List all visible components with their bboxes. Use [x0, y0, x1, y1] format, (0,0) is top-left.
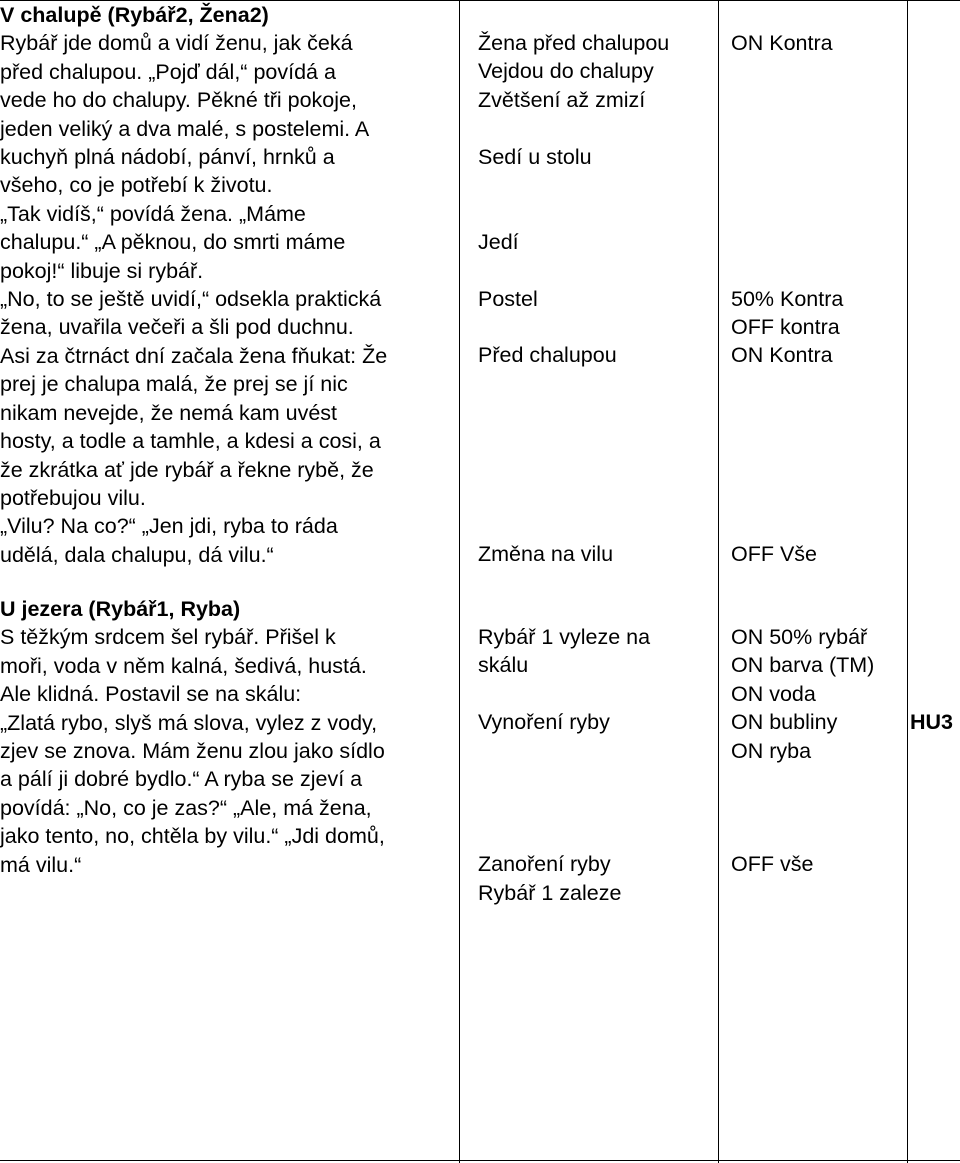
section2-text-line: Ale klidná. Postavil se na skálu:	[0, 682, 302, 707]
section2-text-line: S těžkým srdcem šel rybář. Přišel k	[0, 625, 336, 650]
section1-text-line: kuchyň plná nádobí, pánví, hrnků a	[0, 145, 335, 170]
column-divider-3	[907, 0, 908, 1163]
section2-text-line: povídá: „No, co je zas?“ „Ale, má žena,	[0, 795, 372, 820]
sound-cue: HU3	[910, 710, 954, 735]
light-cue: OFF vše	[731, 852, 814, 877]
section2-text-line: jako tento, no, chtěla by vilu.“ „Jdi domů,	[0, 824, 385, 849]
stage-action: Sedí u stolu	[478, 144, 592, 169]
stage-action: Vejdou do chalupy	[478, 59, 654, 84]
stage-action: skálu	[478, 653, 529, 678]
light-cue: ON Kontra	[731, 343, 833, 368]
section2-text-line: moři, voda v něm kalná, šedivá, hustá.	[0, 653, 367, 678]
section1-text	[0, 29, 456, 569]
section1-text-line: že zkrátka ať jde rybář a řekne rybě, že	[0, 457, 374, 482]
section1-text-line: chalupu.“ „A pěknou, do smrti máme	[0, 230, 346, 255]
stage-action: Vynoření ryby	[478, 710, 610, 735]
section1-text-line: žena, uvařila večeři a šli pod duchnu.	[0, 315, 354, 340]
light-cue: ON bubliny	[731, 710, 838, 735]
section1-text-line: „Tak vidíš,“ povídá žena. „Máme	[0, 201, 306, 226]
section2-text-line: má vilu.“	[0, 852, 82, 877]
section1-text-line: Rybář jde domů a vidí ženu, jak čeká	[0, 31, 353, 56]
section1-text-line: nikam nevejde, že nemá kam uvést	[0, 400, 337, 425]
section1-text-line: potřebujou vilu.	[0, 485, 146, 510]
column-divider-2	[718, 0, 719, 1163]
section1-text-line: prej je chalupa malá, že prej se jí nic	[0, 372, 348, 397]
light-cue: 50% Kontra	[731, 286, 844, 311]
column-divider-1	[459, 0, 460, 1163]
section1-text-line: „Vilu? Na co?“ „Jen jdi, ryba to ráda	[0, 514, 338, 539]
section1-text-line: „No, to se ještě uvidí,“ odsekla praktická	[0, 287, 382, 312]
row-divider-bottom	[0, 1160, 960, 1161]
stage-action: Rybář 1 zaleze	[478, 880, 622, 905]
section2-text-line: „Zlatá rybo, slyš má slova, vylez z vody,	[0, 710, 378, 735]
light-cue: ON Kontra	[731, 31, 833, 55]
section1-text-line: pokoj!“ libuje si rybář.	[0, 258, 204, 283]
stage-action: Zvětšení až zmizí	[478, 87, 646, 112]
section1-text-line: udělá, dala chalupu, dá vilu.“	[0, 542, 274, 567]
section1-text-line: Asi za čtrnáct dní začala žena fňukat: Že	[0, 343, 388, 368]
light-cue: OFF kontra	[731, 315, 840, 339]
section2-text-column	[0, 595, 456, 879]
stage-action: Před chalupou	[478, 343, 617, 368]
section2-text-line: a pálí ji dobré bydlo.“ A ryba se zjeví a	[0, 767, 363, 792]
section1-text-line: hosty, a todle a tamhle, a kdesi a cosi, a	[0, 429, 381, 454]
section1-heading: V chalupě (Rybář2, Žena2)	[0, 3, 269, 27]
light-cue: ON voda	[731, 681, 816, 706]
light-cue: ON ryba	[731, 738, 812, 763]
light-cue: ON 50% rybář	[731, 625, 868, 649]
stage-action: Žena před chalupou	[478, 31, 670, 55]
section2-text	[0, 623, 456, 879]
light-cue: OFF Vše	[731, 542, 818, 567]
section1-text-column	[0, 1, 456, 569]
section2-heading: U jezera (Rybář1, Ryba)	[0, 597, 241, 621]
stage-action: Postel	[478, 286, 538, 311]
stage-action: Jedí	[478, 229, 519, 254]
section1-text-line: všeho, co je potřebí k životu.	[0, 173, 273, 198]
stage-action: Rybář 1 vyleze na	[478, 625, 651, 649]
stage-action: Změna na vilu	[478, 542, 614, 567]
stage-action: Zanoření ryby	[478, 852, 611, 877]
light-cue: ON barva (TM)	[731, 653, 875, 678]
section1-text-line: vede ho do chalupy. Pěkné tři pokoje,	[0, 88, 357, 113]
section2-text-line: zjev se znova. Mám ženu zlou jako sídlo	[0, 739, 385, 764]
section1-text-line: před chalupou. „Pojď dál,“ povídá a	[0, 59, 336, 84]
section1-text-line: jeden veliký a dva malé, s postelemi. A	[0, 116, 370, 141]
